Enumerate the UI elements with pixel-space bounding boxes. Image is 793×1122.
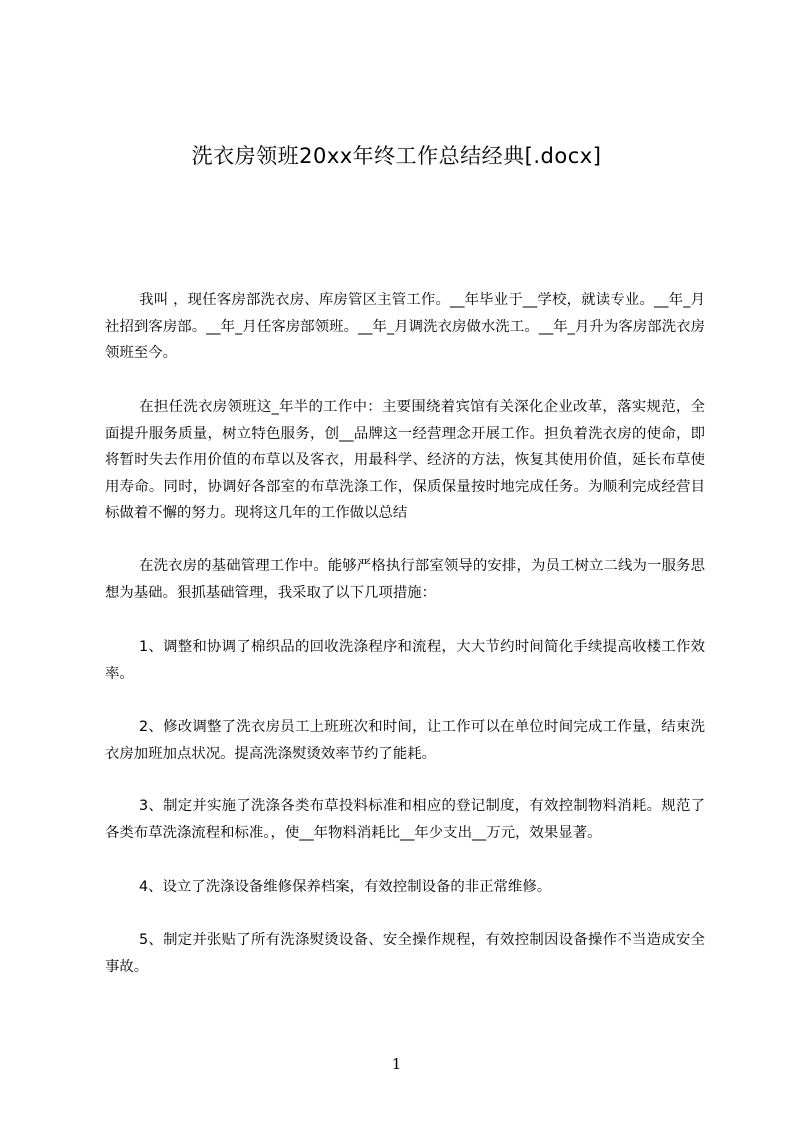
page-number: 1 <box>391 1055 402 1073</box>
paragraph-text: 3、制定并实施了洗涤各类布草投料标准和相应的登记制度，有效控制物料消耗。规范了各类布草洗涤流程和标准。，使__年物料消耗比__年少支出__万元，效果显著。 <box>105 798 705 841</box>
paragraph-intro <box>105 287 705 367</box>
paragraph-text: 在担任洗衣房领班这_年半的工作中：主要围绕着宾馆有关深化企业改革，落实规范，全面提升服务质量，树立特色服务，创__品牌这一经营理念开展工作。担负着洗衣房的使命，即将暂时失去作用价值的布草以及客衣，用最科学、经济的方法，恢复其使用价值，延长布草使用寿命。同时，协调好各部室的布草洗涤工作，保质保量按时地完成任务。为顺利完成经营目标做着不懈的努力。现将这几年的工作做以总结 <box>105 399 705 521</box>
list-item-measure-1 <box>105 634 705 687</box>
paragraph-text: 2、修改调整了洗衣房员工上班班次和时间，让工作可以在单位时间完成工作量，结束洗衣房加班加点状况。提高洗涤熨烫效率节约了能耗。 <box>105 719 705 762</box>
list-item-measure-3 <box>105 793 705 846</box>
paragraph-text: 我叫 ，现任客房部洗衣房、库房管区主管工作。__年毕业于__学校，就读专业。__年_月社招到客房部。__年_月任客房部领班。__年_月调洗衣房做水洗工。__年_月升为客房部洗衣房领班至今。 <box>105 292 705 361</box>
list-item-measure-5 <box>105 927 705 980</box>
list-item-measure-4 <box>105 874 705 901</box>
paragraph-text: 5、制定并张贴了所有洗涤熨烫设备、安全操作规程，有效控制因设备操作不当造成安全事故。 <box>105 932 705 975</box>
list-item-measure-2 <box>105 714 705 767</box>
paragraph-text: 在洗衣房的基础管理工作中。能够严格执行部室领导的安排，为员工树立二线为一服务思想为基础。狠抓基础管理，我采取了以下几项措施： <box>105 558 705 601</box>
paragraph-basic-management <box>105 553 705 606</box>
paragraph-responsibilities <box>105 394 705 527</box>
paragraph-text: 1、调整和协调了棉织品的回收洗涤程序和流程，大大节约时间简化手续提高收楼工作效率。 <box>105 639 705 682</box>
document-title: 洗衣房领班20xx年终工作总结经典[.docx] <box>191 144 602 168</box>
paragraph-text: 4、设立了洗涤设备维修保养档案，有效控制设备的非正常维修。 <box>139 879 552 895</box>
